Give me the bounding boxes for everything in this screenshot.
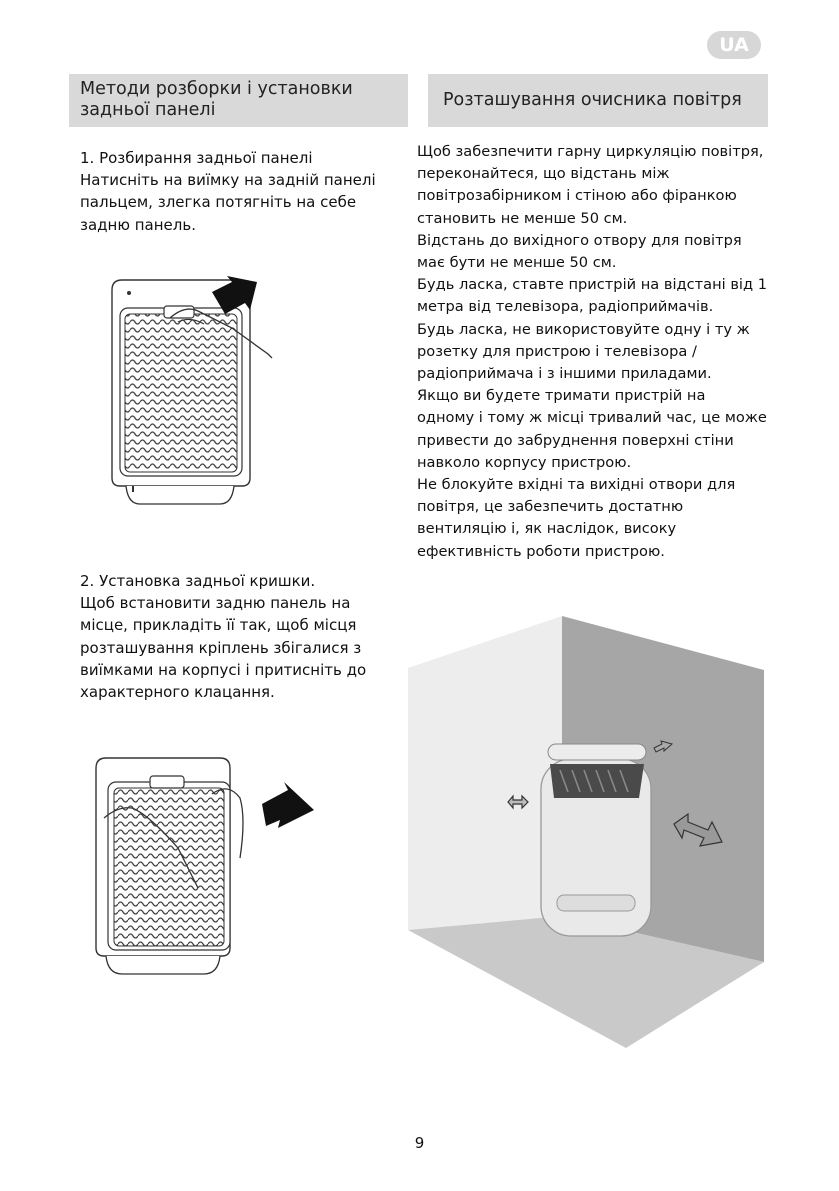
placement-paragraph: Якщо ви будете тримати пристрій на одному і тому ж місці тривалий час, це може привести до забруднення поверхні стіни навколо корпусу пристрою.	[417, 387, 767, 471]
room-placement-illustration	[408, 616, 772, 1050]
placement-paragraph: Будь ласка, не використовуйте одну і ту ж розетку для пристрою і телевізора / радіоприймача і з іншими приладами.	[417, 320, 750, 383]
back-cover-install-illustration	[88, 748, 318, 980]
placement-paragraph: Будь ласка, ставте пристрій на відстані від 1 метра від телевізора, радіоприймачів.	[417, 276, 767, 316]
right-section-header: Розташування очисника повітря	[428, 74, 768, 127]
page-number: 9	[414, 1134, 425, 1152]
left-section-header: Методи розборки і установки задньої панелі	[69, 74, 408, 127]
placement-instructions	[417, 141, 767, 563]
disassembly-instructions	[80, 147, 380, 236]
language-badge: UA	[707, 31, 761, 59]
back-panel-removal-illustration	[100, 270, 280, 510]
assembly-title: 2. Установка задньої кришки.	[80, 572, 316, 590]
assembly-instructions	[80, 570, 380, 703]
disassembly-body: Натисніть на виїмку на задній панелі пальцем, злегка потягніть на себе задню панель.	[80, 171, 376, 234]
placement-paragraph: Щоб забезпечити гарну циркуляцію повітря, переконайтеся, що відстань між повітрозабірником і стіною або фіранкою становить не менше 50 см.	[417, 143, 764, 227]
disassembly-title: 1. Розбирання задньої панелі	[80, 149, 313, 167]
assembly-body: Щоб встановити задню панель на місце, прикладіть її так, щоб місця розташування кріплень збігалися з виїмками на корпусі і притисніть до характерного клацання.	[80, 594, 367, 702]
placement-paragraph: Не блокуйте вхідні та вихідні отвори для повітря, це забезпечить достатню вентиляцію і, як наслідок, високу ефективність роботи пристрою.	[417, 476, 736, 560]
placement-paragraph: Відстань до вихідного отвору для повітря має бути не менше 50 см.	[417, 231, 742, 272]
